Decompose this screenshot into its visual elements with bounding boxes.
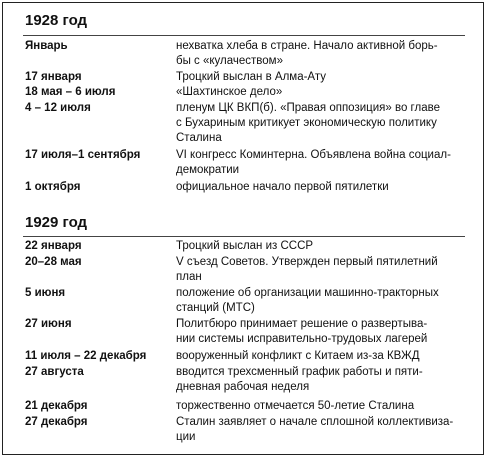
event-description-line: официальное начало первой пятилетки bbox=[176, 181, 389, 193]
event-description-line: Троцкий выслан в Алма-Ату bbox=[176, 71, 326, 83]
event-date: 20–28 мая bbox=[25, 256, 82, 268]
event-date: 27 декабря bbox=[25, 416, 88, 428]
event-description bbox=[176, 349, 468, 364]
event-description bbox=[176, 39, 468, 69]
year-heading: 1928 год bbox=[25, 12, 88, 29]
event-description-line: с Бухариным критикует экономическую политику bbox=[176, 117, 437, 129]
event-description-line: Сталина bbox=[176, 132, 222, 144]
event-description-line: VI конгресс Коминтерна. Объявлена война социал- bbox=[176, 149, 451, 161]
chronology-table bbox=[3, 3, 483, 454]
event-description-line: Сталин заявляет о начале сплошной коллективиза- bbox=[176, 416, 454, 428]
event-description bbox=[176, 365, 468, 395]
event-description-line: нехватка хлеба в стране. Начало активной борь- bbox=[176, 40, 438, 52]
year-heading: 1929 год bbox=[25, 214, 88, 231]
section-divider bbox=[23, 35, 465, 36]
event-description-line: бы с «кулачеством» bbox=[176, 55, 283, 67]
section-divider bbox=[23, 236, 465, 237]
event-date: 17 января bbox=[25, 71, 82, 83]
event-description-line: Троцкий выслан из СССР bbox=[176, 240, 314, 252]
event-description-line: вооруженный конфликт с Китаем из-за КВЖД bbox=[176, 350, 420, 362]
event-description-line: ции bbox=[176, 431, 196, 443]
event-date: 27 июня bbox=[25, 318, 72, 330]
event-date: 22 января bbox=[25, 240, 82, 252]
event-description bbox=[176, 239, 468, 254]
event-description-line: дневная рабочая неделя bbox=[176, 381, 310, 393]
event-description-line: торжественно отмечается 50-летие Сталина bbox=[176, 400, 415, 412]
event-description-line: Политбюро принимает решение о развертыва- bbox=[176, 318, 428, 330]
event-description bbox=[176, 101, 468, 146]
event-description-line: «Шахтинское дело» bbox=[176, 86, 283, 98]
event-description bbox=[176, 180, 468, 195]
chronology-frame bbox=[2, 2, 484, 455]
event-description-line: положение об организации машинно-тракторных bbox=[176, 287, 439, 299]
event-description-line: нии системы исправительно-трудовых лагерей bbox=[176, 333, 428, 345]
event-description bbox=[176, 148, 468, 178]
event-description-line: V съезд Советов. Утвержден первый пятилетний bbox=[176, 256, 438, 268]
event-description bbox=[176, 70, 468, 85]
event-description bbox=[176, 85, 468, 100]
event-date: 1 октября bbox=[25, 181, 81, 193]
event-description-line: демократии bbox=[176, 164, 240, 176]
event-date: 5 июня bbox=[25, 287, 66, 299]
event-description bbox=[176, 415, 468, 445]
event-date: 21 декабря bbox=[25, 400, 88, 412]
event-description-line: план bbox=[176, 271, 202, 283]
event-description bbox=[176, 317, 468, 347]
event-description bbox=[176, 399, 468, 414]
event-description-line: станций (МТС) bbox=[176, 302, 255, 314]
event-description-line: вводится трехсменный график работы и пяти- bbox=[176, 366, 423, 378]
event-date: 11 июля – 22 декабря bbox=[25, 350, 147, 362]
event-date: Январь bbox=[25, 40, 68, 52]
event-description bbox=[176, 255, 468, 285]
event-date: 4 – 12 июля bbox=[25, 102, 91, 114]
event-date: 27 августа bbox=[25, 366, 84, 378]
event-description-line: пленум ЦК ВКП(б). «Правая оппозиция» во главе bbox=[176, 102, 440, 114]
event-date: 17 июля–1 сентября bbox=[25, 149, 141, 161]
event-description bbox=[176, 286, 468, 316]
event-date: 18 мая – 6 июля bbox=[25, 86, 116, 98]
